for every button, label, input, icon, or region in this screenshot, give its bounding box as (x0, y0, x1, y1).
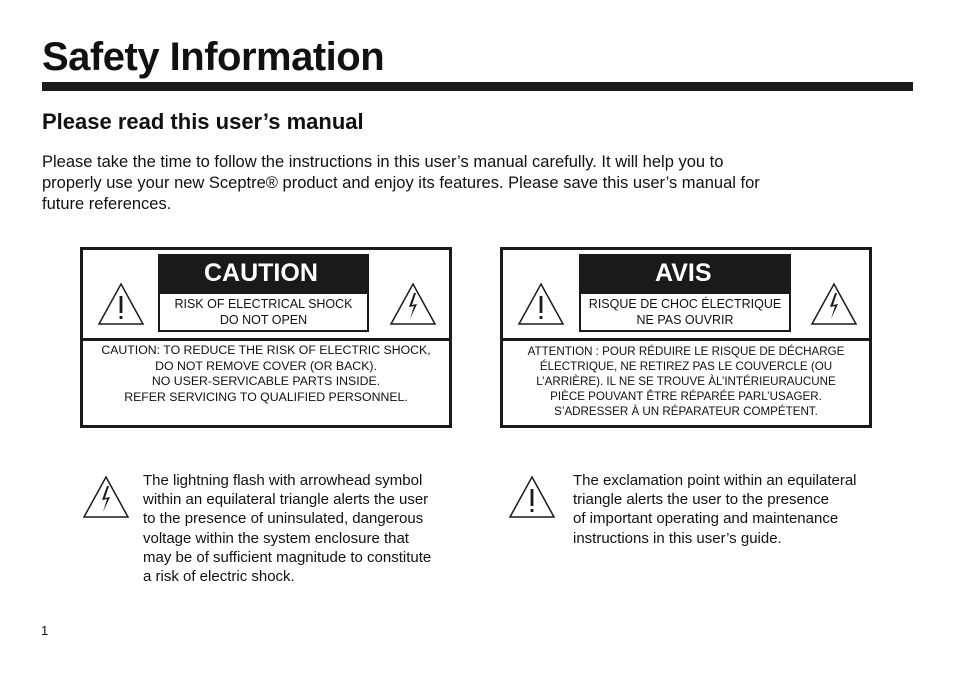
avis-sub-line: RISQUE DE CHOC ÉLECTRIQUE (588, 297, 782, 311)
note-line: voltage within the system enclosure that (143, 529, 409, 547)
lightning-triangle-icon (82, 475, 130, 519)
caution-body-line: REFER SERVICING TO QUALIFIED PERSONNEL. (124, 389, 408, 404)
intro-line: Please take the time to follow the instructions in this user’s manual carefully. It will help you to (42, 153, 724, 171)
lightning-triangle-icon (810, 282, 858, 326)
caution-label-header (83, 250, 449, 341)
avis-body-line: ÉLECTRIQUE, NE RETIREZ PAS LE COUVERCLE (OU (539, 360, 833, 373)
exclamation-triangle-icon (508, 475, 556, 519)
note-line: The exclamation point within an equilateral (573, 472, 857, 489)
exclamation-triangle-icon (97, 282, 145, 326)
exclamation-triangle-icon (517, 282, 565, 326)
note-line: a risk of electric shock. (143, 568, 295, 586)
note-line: The lightning flash with arrowhead symbol (143, 472, 423, 489)
intro-line: properly use your new Sceptre® product and enjoy its features. Please save this user’s manual for (42, 174, 760, 192)
avis-label (500, 247, 872, 428)
note-line: instructions in this user’s guide. (573, 529, 782, 547)
lightning-triangle-icon (389, 282, 437, 326)
caution-label (80, 247, 452, 428)
caution-body-line: NO USER-SERVICABLE PARTS INSIDE. (151, 374, 381, 388)
page-title: Safety Information (42, 35, 385, 79)
avis-heading: AVIS (579, 254, 791, 292)
caution-subheading (158, 292, 369, 332)
avis-label-body (503, 344, 869, 419)
note-line: to the presence of uninsulated, dangerous (143, 510, 424, 528)
caution-sub-line: DO NOT OPEN (219, 312, 308, 327)
avis-body-line: PIÈCE POUVANT ÊTRE RÉPARÉE PARL’USAGER. (550, 390, 822, 403)
avis-sub-line: NE PAS OUVRIR (636, 312, 734, 327)
avis-body-line: S’ADRESSER À UN RÉPARATEUR COMPÉTENT. (554, 405, 818, 418)
caution-heading-block (158, 254, 369, 332)
note-line: within an equilateral triangle alerts the user (143, 491, 429, 509)
caution-label-body (83, 343, 449, 405)
avis-heading-block (579, 254, 791, 332)
exclamation-note-text (573, 471, 857, 548)
note-line: triangle alerts the user to the presence (573, 491, 829, 509)
avis-subheading (579, 292, 791, 332)
title-rule (42, 82, 913, 91)
section-heading: Please read this user’s manual (42, 109, 364, 134)
avis-label-header (503, 250, 869, 341)
avis-body-line: L’ARRIÈRE). IL NE SE TROUVE ÀL’INTÉRIEURAUCUNE (536, 375, 836, 388)
page-number: 1 (41, 623, 49, 638)
note-line: may be of sufficient magnitude to constitute (143, 548, 432, 566)
caution-heading: CAUTION (158, 254, 369, 292)
caution-sub-line: RISK OF ELECTRICAL SHOCK (174, 297, 353, 311)
caution-body-line: DO NOT REMOVE COVER (OR BACK). (155, 358, 377, 373)
intro-line: future references. (42, 195, 172, 213)
note-line: of important operating and maintenance (573, 510, 839, 528)
avis-body-line: ATTENTION : POUR RÉDUIRE LE RISQUE DE DÉCHARGE (527, 345, 845, 358)
lightning-note-text (143, 471, 431, 586)
caution-body-line: CAUTION: TO REDUCE THE RISK OF ELECTRIC SHOCK, (101, 343, 431, 357)
intro-paragraph (42, 152, 862, 215)
